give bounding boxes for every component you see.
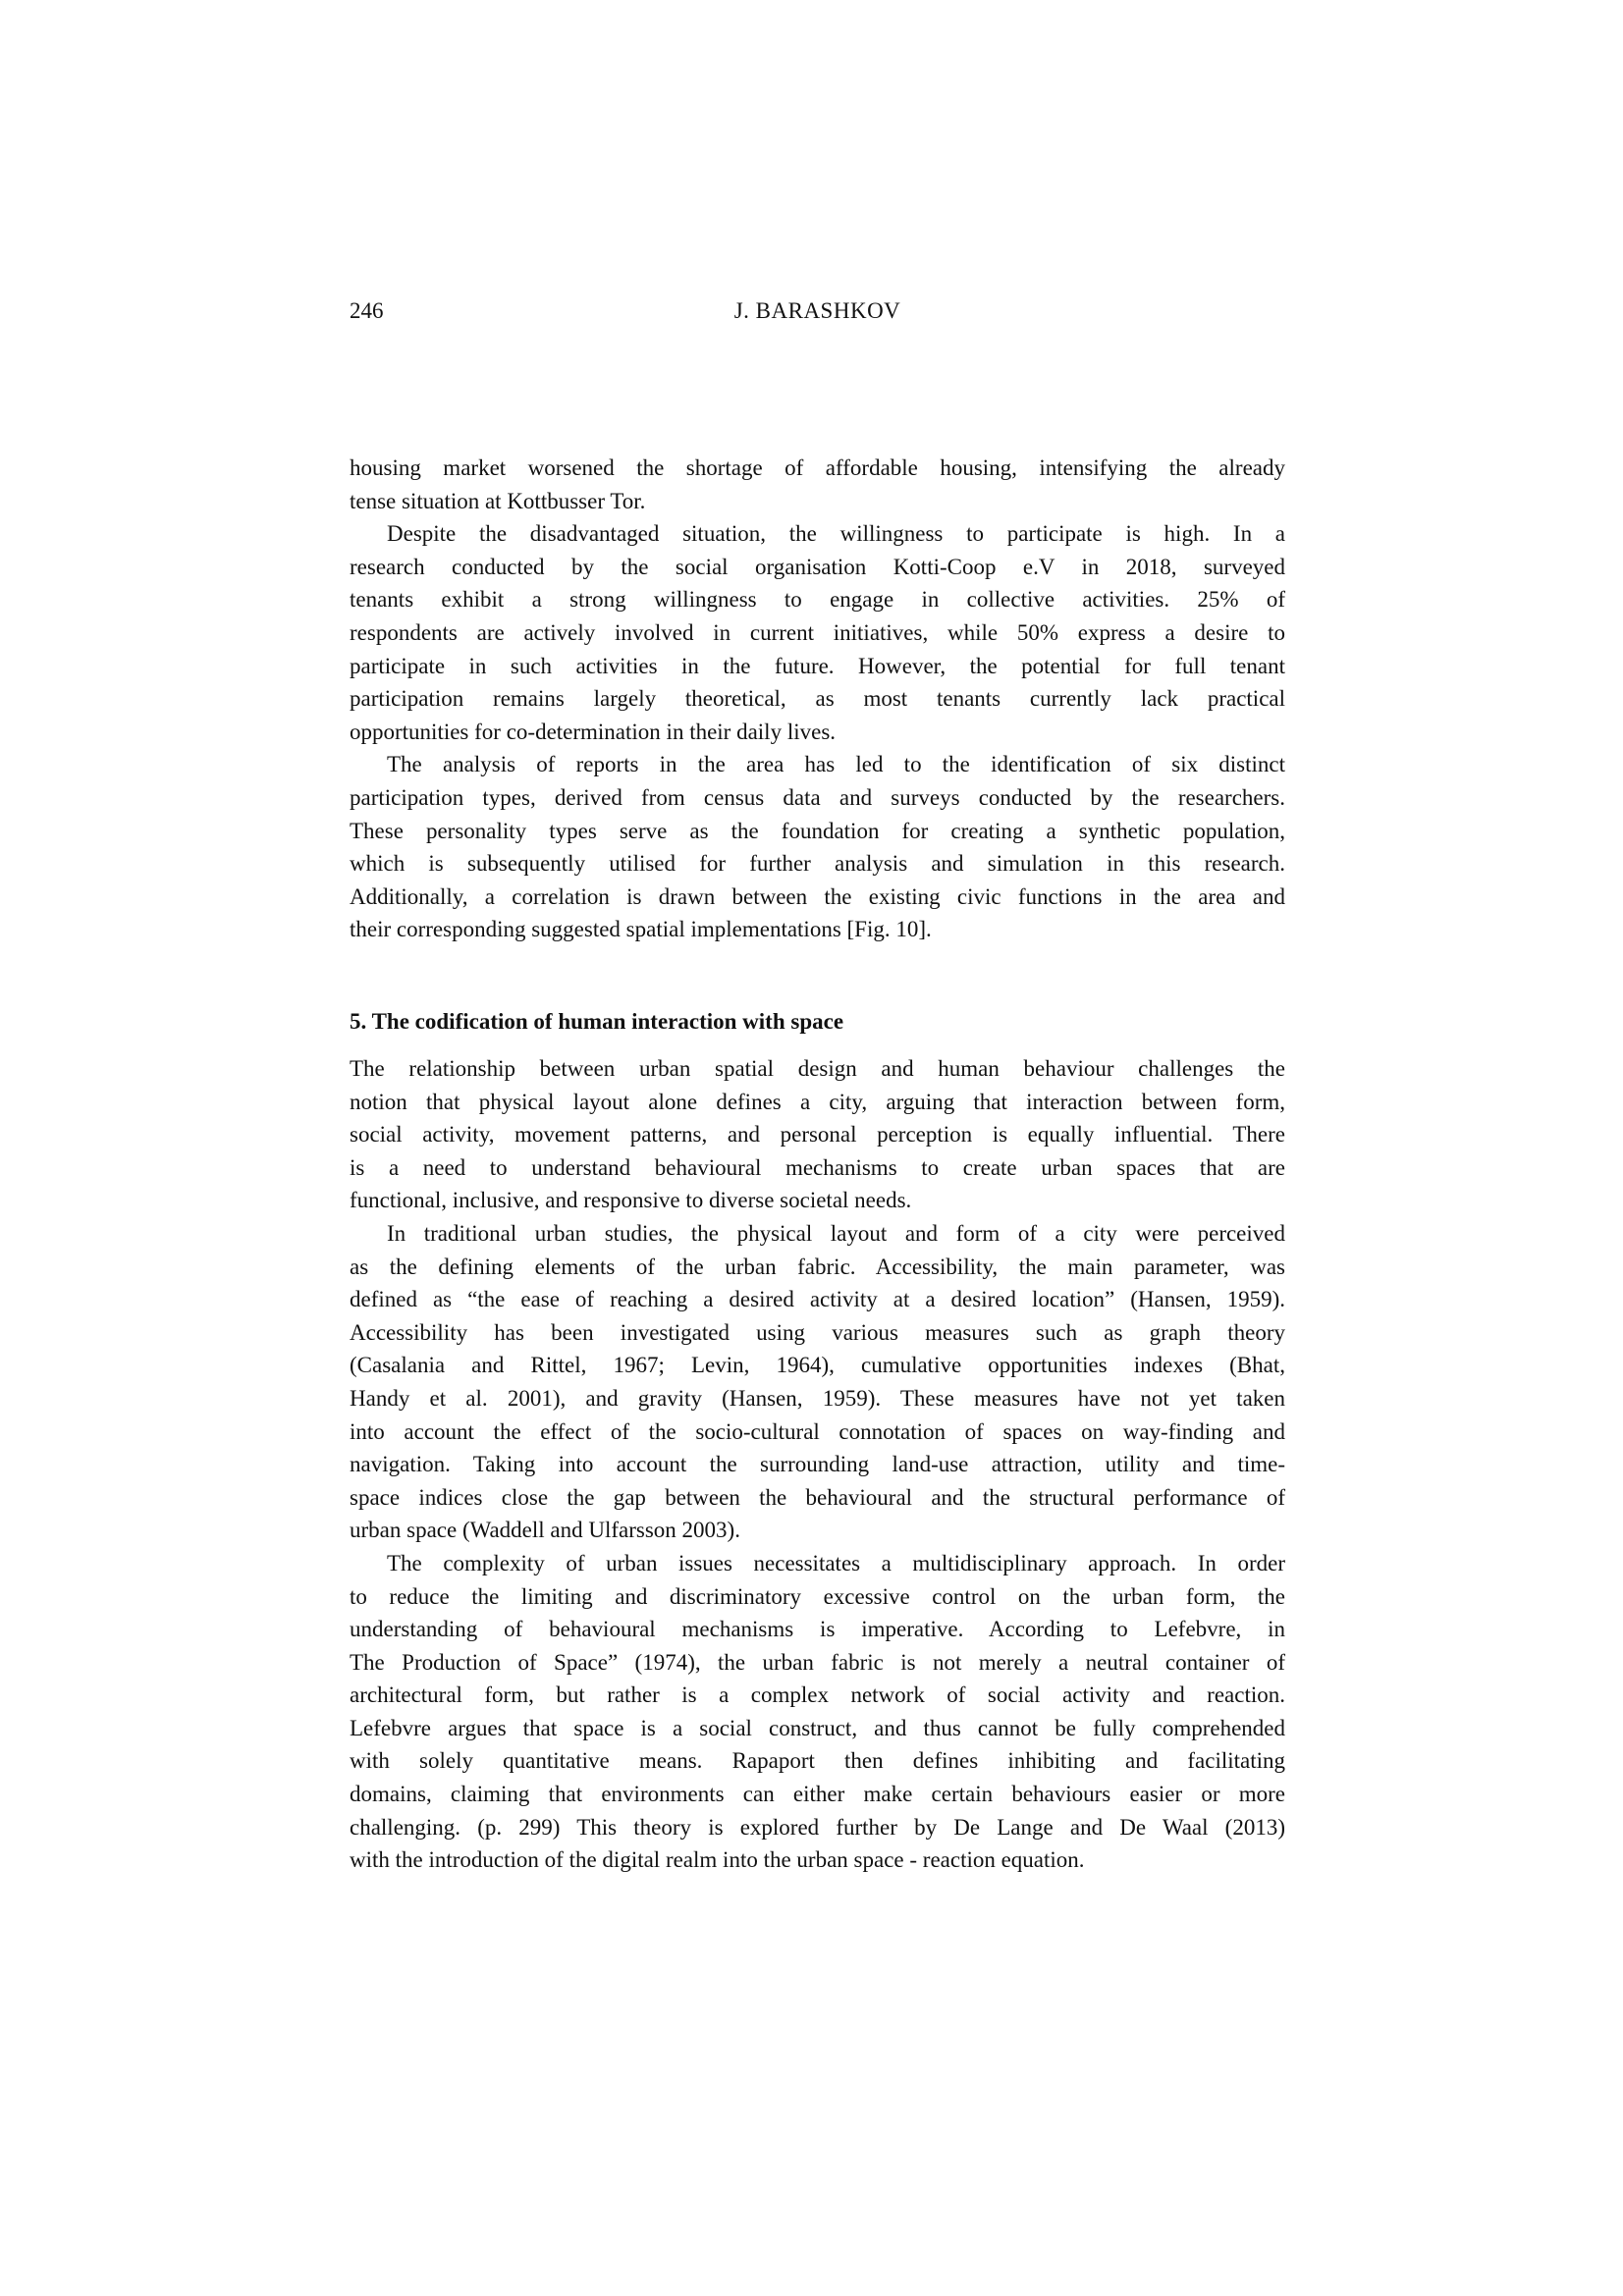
- section-heading: 5. The codification of human interaction with space: [350, 1009, 844, 1034]
- text-line: Handy et al. 2001), and gravity (Hansen, 1959). These measures have not yet taken: [350, 1385, 1285, 1411]
- text-line: The Production of Space” (1974), the urban fabric is not merely a neutral container of: [350, 1649, 1285, 1675]
- text-line: with the introduction of the digital realm into the urban space - reaction equation.: [350, 1847, 1085, 1873]
- paragraph: [350, 1547, 1285, 1877]
- text-line: respondents are actively involved in current initiatives, while 50% express a desire to: [350, 619, 1285, 645]
- paragraph: [350, 452, 1285, 517]
- text-line: Lefebvre argues that space is a social construct, and thus cannot be fully comprehended: [350, 1715, 1285, 1740]
- text-line: is a need to understand behavioural mechanisms to create urban spaces that are: [350, 1154, 1285, 1180]
- paragraph: [350, 1052, 1285, 1217]
- text-line: Accessibility has been investigated using various measures such as graph theory: [350, 1319, 1285, 1345]
- text-line: defined as “the ease of reaching a desired activity at a desired location” (Hansen, 1959).: [350, 1287, 1285, 1312]
- paragraph: [350, 1217, 1285, 1547]
- text-line: participation types, derived from census data and surveys conducted by the researchers.: [350, 784, 1285, 810]
- text-line: participation remains largely theoretical, as most tenants currently lack practical: [350, 686, 1285, 712]
- text-line: research conducted by the social organisation Kotti-Coop e.V in 2018, surveyed: [350, 554, 1285, 579]
- text-line: navigation. Taking into account the surrounding land-use attraction, utility and time-: [350, 1452, 1285, 1477]
- text-line: Despite the disadvantaged situation, the willingness to participate is high. In a: [387, 521, 1285, 547]
- text-line: domains, claiming that environments can either make certain behaviours easier or more: [350, 1782, 1285, 1807]
- text-line: participate in such activities in the future. However, the potential for full tenant: [350, 653, 1285, 678]
- text-line: The relationship between urban spatial design and human behaviour challenges the: [350, 1056, 1285, 1081]
- running-head: J. BARASHKOV: [733, 298, 901, 323]
- text-line: functional, inclusive, and responsive to diverse societal needs.: [350, 1188, 912, 1213]
- text-line: (Casalania and Rittel, 1967; Levin, 1964), cumulative opportunities indexes (Bhat,: [350, 1353, 1285, 1378]
- text-line: The analysis of reports in the area has led to the identification of six distinct: [387, 752, 1285, 777]
- text-line: with solely quantitative means. Rapaport then defines inhibiting and facilitating: [350, 1748, 1285, 1774]
- text-line: opportunities for co-determination in their daily lives.: [350, 719, 837, 744]
- body-text-after-heading: [350, 1052, 1285, 1877]
- text-line: social activity, movement patterns, and personal perception is equally influential. There: [350, 1122, 1285, 1148]
- text-line: In traditional urban studies, the physical layout and form of a city were perceived: [387, 1220, 1285, 1246]
- text-line: understanding of behavioural mechanisms is imperative. According to Lefebvre, in: [350, 1617, 1285, 1642]
- text-line: challenging. (p. 299) This theory is explored further by De Lange and De Waal (2013): [350, 1814, 1285, 1840]
- body-text-before-heading: [350, 452, 1285, 946]
- text-line: to reduce the limiting and discriminatory excessive control on the urban form, the: [350, 1583, 1285, 1609]
- paragraph: [350, 517, 1285, 748]
- text-line: as the defining elements of the urban fabric. Accessibility, the main parameter, was: [350, 1254, 1285, 1279]
- text-line: These personality types serve as the foundation for creating a synthetic population,: [350, 818, 1285, 843]
- paragraph: [350, 748, 1285, 946]
- text-line: Additionally, a correlation is drawn between the existing civic functions in the area and: [350, 883, 1285, 909]
- text-line: architectural form, but rather is a complex network of social activity and reaction.: [350, 1682, 1285, 1708]
- text-line: tenants exhibit a strong willingness to engage in collective activities. 25% of: [350, 587, 1285, 613]
- text-line: into account the effect of the socio-cultural connotation of spaces on way-finding and: [350, 1418, 1285, 1444]
- text-line: their corresponding suggested spatial implementations [Fig. 10].: [350, 917, 932, 942]
- text-line: urban space (Waddell and Ulfarsson 2003).: [350, 1518, 740, 1543]
- page-header: [350, 294, 1285, 328]
- page-number: 246: [350, 298, 384, 323]
- text-line: The complexity of urban issues necessitates a multidisciplinary approach. In order: [387, 1550, 1285, 1575]
- text-line: space indices close the gap between the behavioural and the structural performance of: [350, 1484, 1285, 1510]
- text-line: notion that physical layout alone defines a city, arguing that interaction between form,: [350, 1089, 1285, 1114]
- text-line: which is subsequently utilised for further analysis and simulation in this research.: [350, 851, 1285, 877]
- text-line: tense situation at Kottbusser Tor.: [350, 488, 646, 513]
- text-line: housing market worsened the shortage of affordable housing, intensifying the already: [350, 455, 1285, 480]
